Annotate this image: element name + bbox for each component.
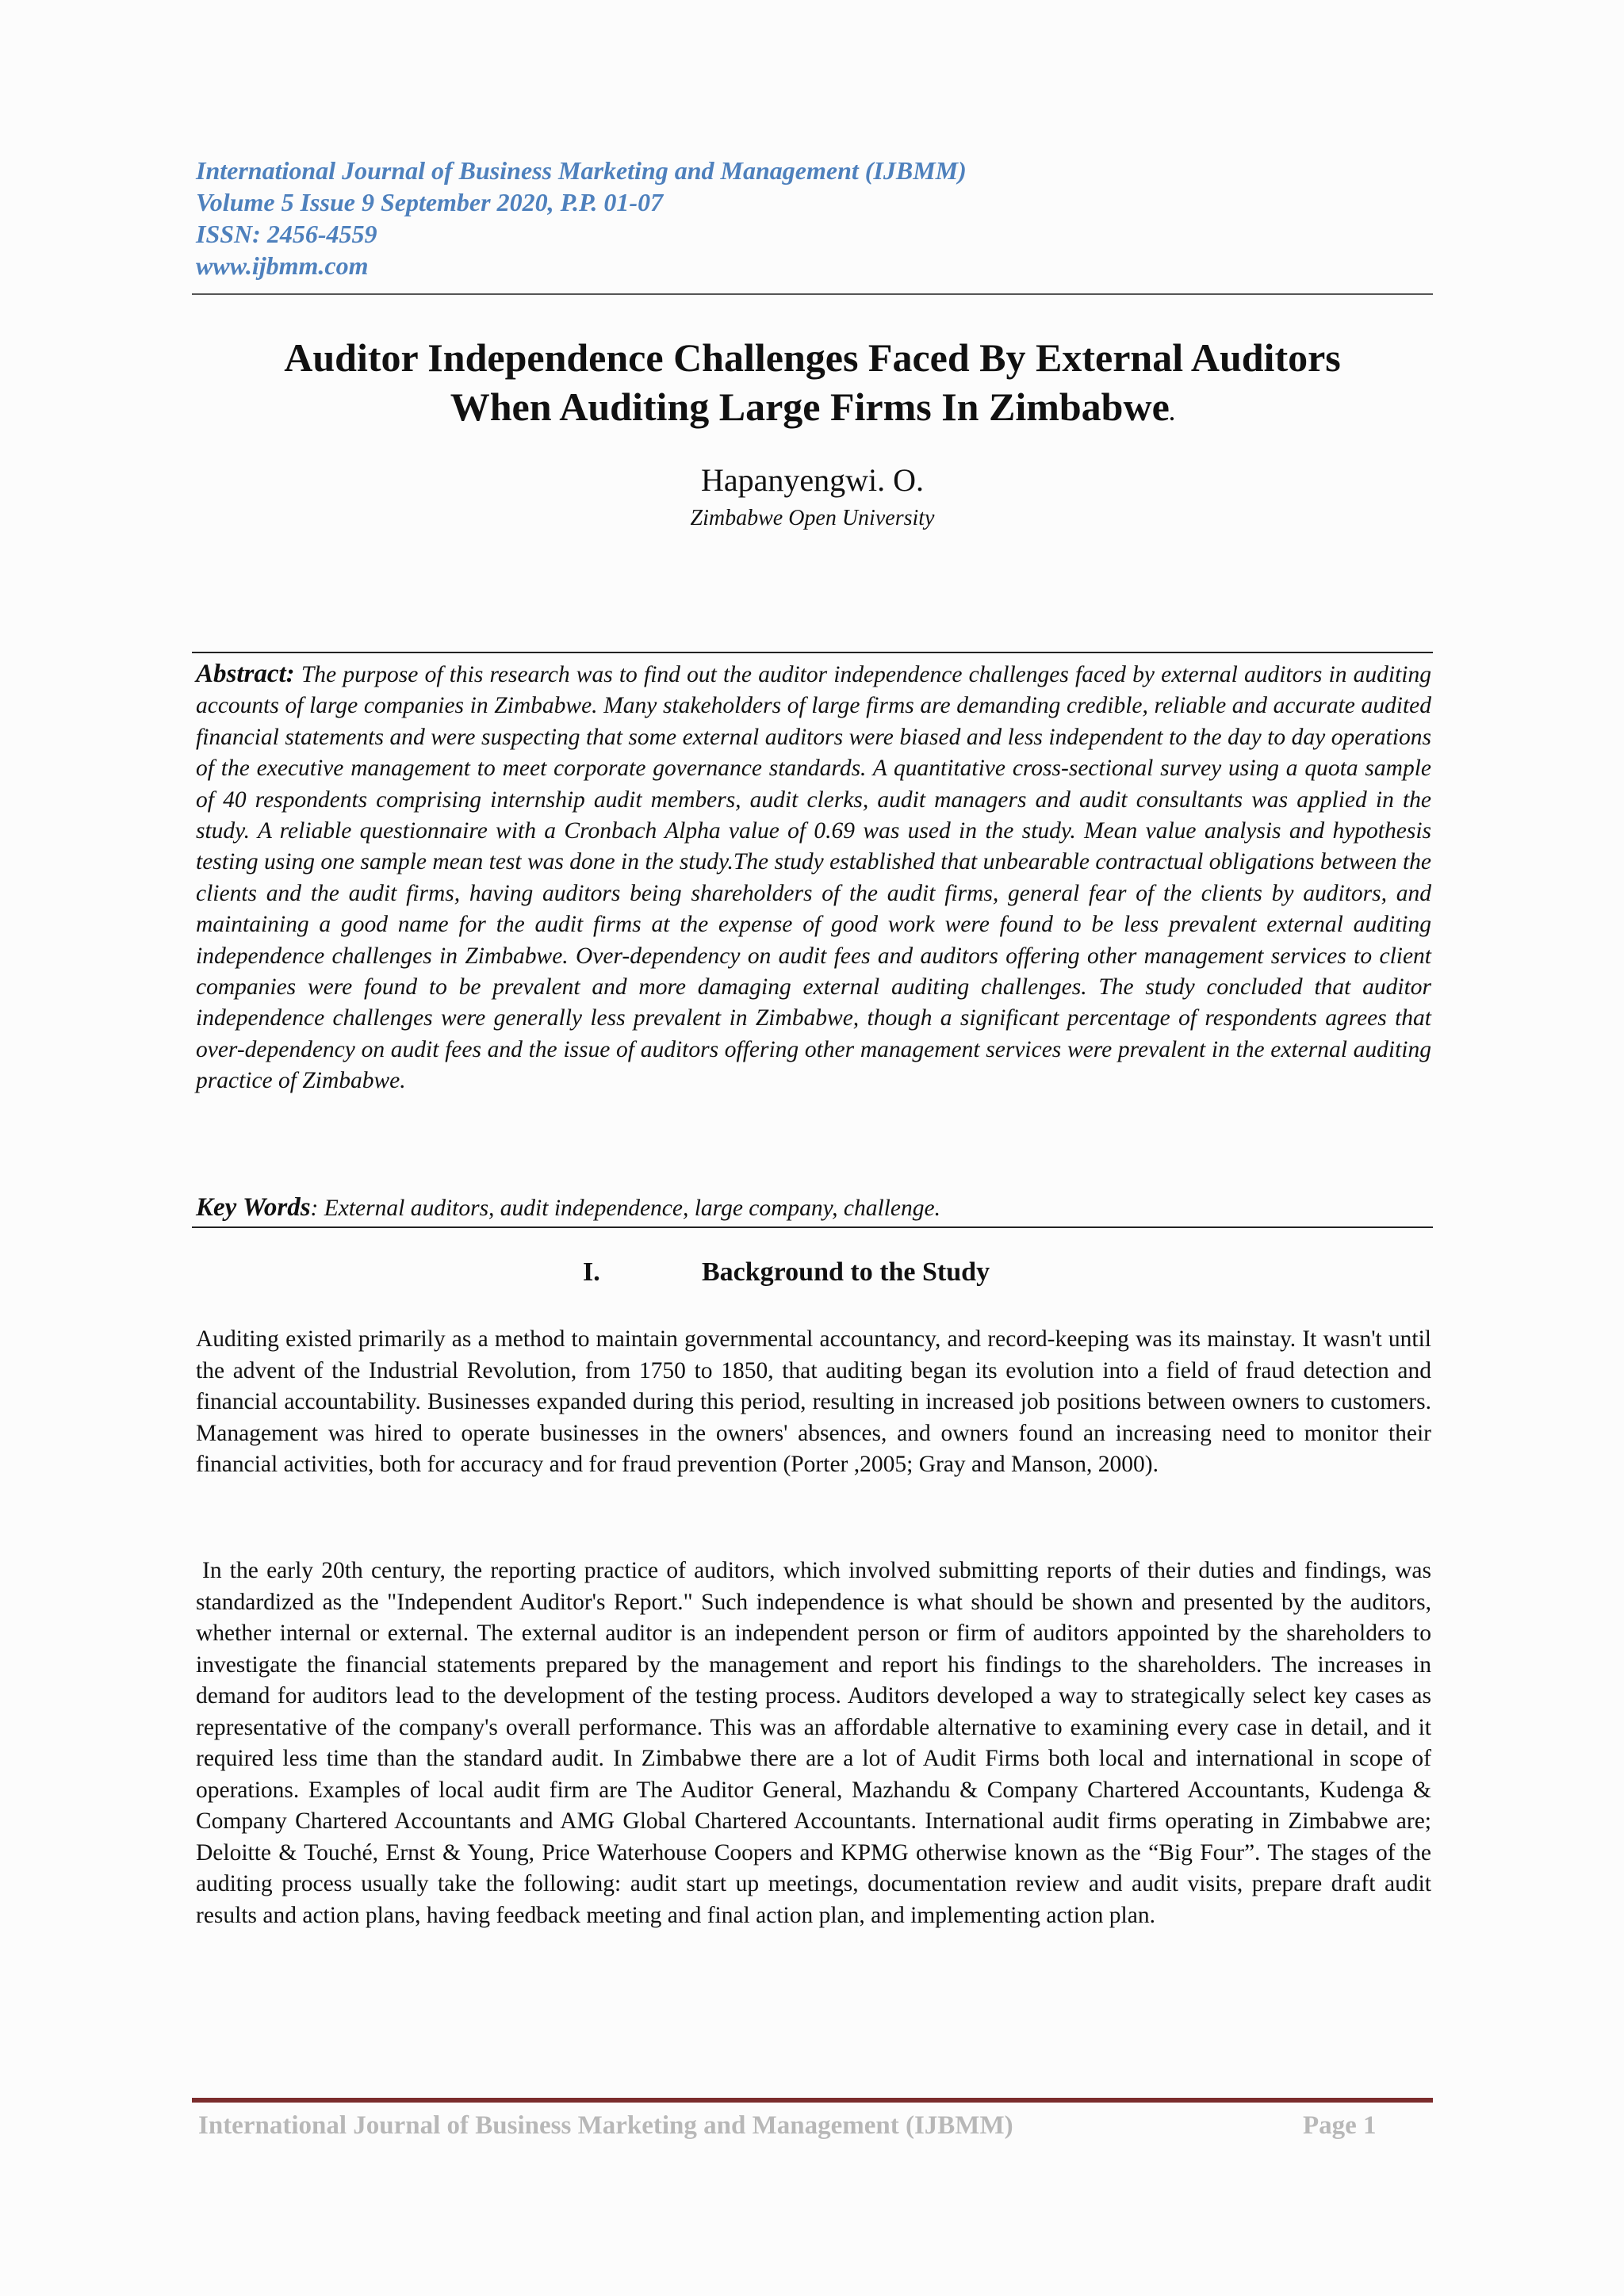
- body-paragraph: In the early 20th century, the reporting practice of auditors, which involved submitting reports of their duties and findings, was standardized as the "Independent Auditor's Report." Such independence is what should be shown and presented by the auditors, whether internal or external. The external auditor is an independent person or firm of auditors appointed by the shareholders to investigate the financial statements prepared by the management and report his findings to the shareholders. The increases in demand for auditors lead to the development of the testing process. Auditors developed a way to strategically select key cases as representative of the company's overall performance. This was an affordable alternative to examining every case in detail, and it required less time than the standard audit. In Zimbabwe there are a lot of Audit Firms both local and international in scope of operations. Examples of local audit firm are The Auditor General, Mazhandu & Company Chartered Accountants, Kudenga & Company Chartered Accountants and AMG Global Chartered Accountants. International audit firms operating in Zimbabwe are; Deloitte & Touché, Ernst & Young, Price Waterhouse Coopers and KPMG otherwise known as the “Big Four”. The stages of the auditing process usually take the following: audit start up meetings, documentation review and audit visits, prepare draft audit results and action plans, having feedback meeting and final action plan, and implementing action plan.: [196, 1558, 1431, 1928]
- paper-title: [192, 333, 1433, 438]
- abstract: [196, 659, 1431, 1097]
- journal-website[interactable]: www.ijbmm.com: [196, 251, 369, 280]
- footer-journal-name: International Journal of Business Marketing and Management (IJBMM): [198, 2111, 1013, 2140]
- footer-divider: [192, 2098, 1433, 2103]
- footer-page-number: Page 1: [1303, 2111, 1377, 2140]
- title-line-1: Auditor Independence Challenges Faced By External Auditors: [284, 335, 1341, 380]
- title-line-2: [192, 382, 1433, 438]
- journal-issn: ISSN: 2456-4559: [196, 220, 377, 248]
- author-name: Hapanyengwi. O.: [700, 462, 925, 498]
- title-period: .: [1169, 402, 1175, 425]
- journal-name: International Journal of Business Marketing and Management (IJBMM): [196, 156, 967, 185]
- header-divider: [192, 293, 1433, 295]
- keywords: [196, 1192, 1431, 1224]
- body-paragraph: Auditing existed primarily as a method to maintain governmental accountancy, and record-keeping was its mainstay. It wasn't until the advent of the Industrial Revolution, from 1750 to 1850, that auditing began its evolution into a field of fraud detection and financial accountability. Businesses expanded during this period, resulting in increased job positions between owners to customers. Management was hired to operate businesses in the owners' absences, and owners found an increasing need to monitor their financial activities, both for accuracy and for fraud prevention (Porter ,2005; Gray and Manson, 2000).: [196, 1326, 1431, 1477]
- abstract-top-divider: [192, 652, 1433, 653]
- section-number: I.: [583, 1257, 600, 1287]
- journal-header: [196, 155, 1433, 281]
- section-heading: [192, 1256, 1433, 1289]
- abstract-text: The purpose of this research was to find out the auditor independence challenges faced by external auditors in auditing accounts of large companies in Zimbabwe. Many stakeholders of large firms are demanding credible, reliable and accurate audited financial statements and were suspecting that some external auditors were biased and less independent to the day to day operations of the executive management to meet corporate governance standards. A quantitative cross-sectional survey using a quota sample of 40 respondents comprising internship audit members, audit clerks, audit managers and audit consultants was applied in the study. A reliable questionnaire with a Cronbach Alpha value of 0.69 was used in the study. Mean value analysis and hypothesis testing using one sample mean test was done in the study.The study established that unbearable contractual obligations between the clients and the audit firms, having auditors being shareholders of the audit firms, general fear of the clients by auditors, and maintaining a good name for the audit firms at the expense of good work were found to be less prevalent external auditing independence challenges in Zimbabwe. Over-dependency on audit fees and auditors offering other management services to client companies were found to be prevalent and more damaging external auditing challenges. The study concluded that auditor independence challenges were generally less prevalent in Zimbabwe, though a significant percentage of respondents agrees that over-dependency on audit fees and the issue of auditors offering other management services were prevalent in the external auditing practice of Zimbabwe.: [196, 662, 1432, 1094]
- title-line-2-text: When Auditing Large Firms In Zimbabwe: [450, 385, 1170, 429]
- keywords-label: Key Words: [196, 1193, 311, 1222]
- section-title: Background to the Study: [702, 1257, 990, 1287]
- author-affiliation: Zimbabwe Open University: [690, 506, 935, 530]
- keywords-text: : External auditors, audit independence, large company, challenge.: [310, 1196, 940, 1221]
- journal-volume: Volume 5 Issue 9 September 2020, P.P. 01-07: [196, 188, 664, 216]
- abstract-label: Abstract:: [196, 660, 295, 688]
- abstract-bottom-divider: [192, 1226, 1433, 1228]
